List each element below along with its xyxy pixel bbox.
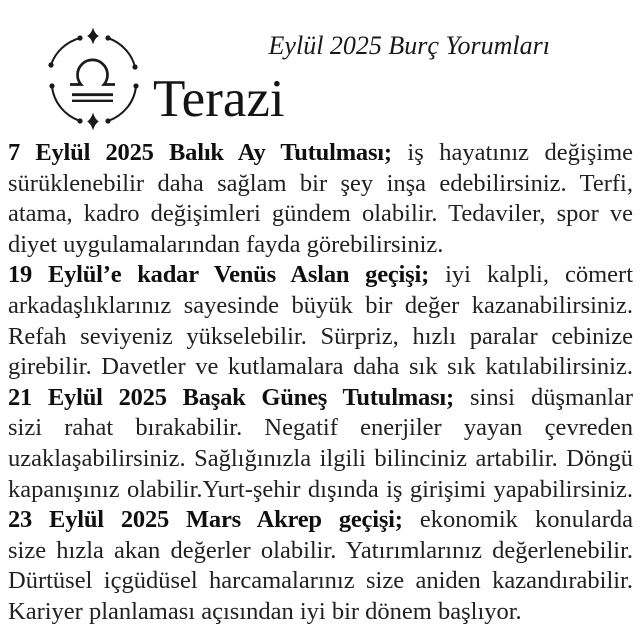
- circle-arc-top-right: [108, 38, 135, 67]
- paragraph-heading: 21 Eylül 2025 Başak Güneş Tutulması;: [8, 383, 454, 411]
- text-line: Refah seviyeniz yükselebilir. Sürpriz, hızlı paralar cebinize: [8, 322, 633, 350]
- edition-title: Eylül 2025 Burç Yorumları: [268, 31, 550, 60]
- text-run: iyi kalpli, cömert: [445, 261, 634, 289]
- paragraph-venus-leo-transit: [8, 260, 633, 382]
- text-run: sinsi düşmanlar: [470, 383, 634, 411]
- text-line: uzaklaşabilirsiniz. Sağlığınızla ilgili bilinciniz artabilir. Döngü: [8, 444, 633, 472]
- text-line: girebilir. Davetler ve kutlamalara daha sık sık katılabilirsiniz.: [8, 353, 633, 381]
- horoscope-text: [0, 138, 640, 628]
- text-line: sizi rahat bırakabilir. Negatif enerjiler yayan çevreden: [8, 414, 633, 442]
- text-run: iş hayatınız değişime: [407, 139, 634, 166]
- text-line: [8, 138, 633, 169]
- sparkle-star-bottom: [87, 113, 99, 131]
- text-line: kapanışınız olabilir.Yurt-şehir dışında iş girişimi yapabilirsiniz.: [8, 475, 633, 503]
- text-line: Kariyer planlaması açısından iyi bir dönem başlıyor.: [8, 597, 522, 625]
- paragraph-mars-scorpio-transit: [8, 505, 633, 627]
- text-line: [8, 505, 633, 536]
- decorative-circle: [51, 38, 136, 121]
- circle-arc-bottom-right: [108, 86, 136, 121]
- paragraph-virgo-solar-eclipse: [8, 383, 633, 505]
- text-line: atama, kadro değişimleri gündem olabilir. Tedaviler, spor ve: [8, 200, 633, 228]
- circle-arc-bottom-left: [52, 86, 80, 121]
- text-run: ekonomik konularda: [419, 506, 634, 534]
- page-header: [0, 0, 640, 138]
- circle-arc-top-left: [51, 38, 80, 65]
- sparkle-star-top: [87, 28, 99, 45]
- text-line: [8, 383, 633, 414]
- libra-glyph: [70, 60, 115, 101]
- text-line: diyet uygulamalarından fayda görebilirsiniz.: [8, 230, 444, 258]
- paragraph-pisces-lunar-eclipse: [8, 138, 633, 260]
- text-line: Dürtüsel içgüdüsel harcamalarınız size aniden kazandırabilir.: [8, 567, 633, 595]
- text-line: sürüklenebilir daha sağlam bir şey inşa edebilirsiniz. Terfi,: [8, 169, 633, 197]
- paragraph-heading: 23 Eylül 2025 Mars Akrep geçişi;: [8, 506, 403, 534]
- text-line: [8, 260, 633, 291]
- text-line: size hızla akan değerler olabilir. Yatırımlarınız değerlenebilir.: [8, 536, 633, 564]
- text-line: arkadaşlıklarınız sayesinde büyük bir değer kazanabilirsiniz.: [8, 291, 633, 319]
- paragraph-heading: 19 Eylül’e kadar Venüs Aslan geçişi;: [8, 261, 430, 289]
- paragraph-heading: 7 Eylül 2025 Balık Ay Tutulması;: [8, 139, 392, 166]
- sign-title: Terazi: [153, 70, 285, 128]
